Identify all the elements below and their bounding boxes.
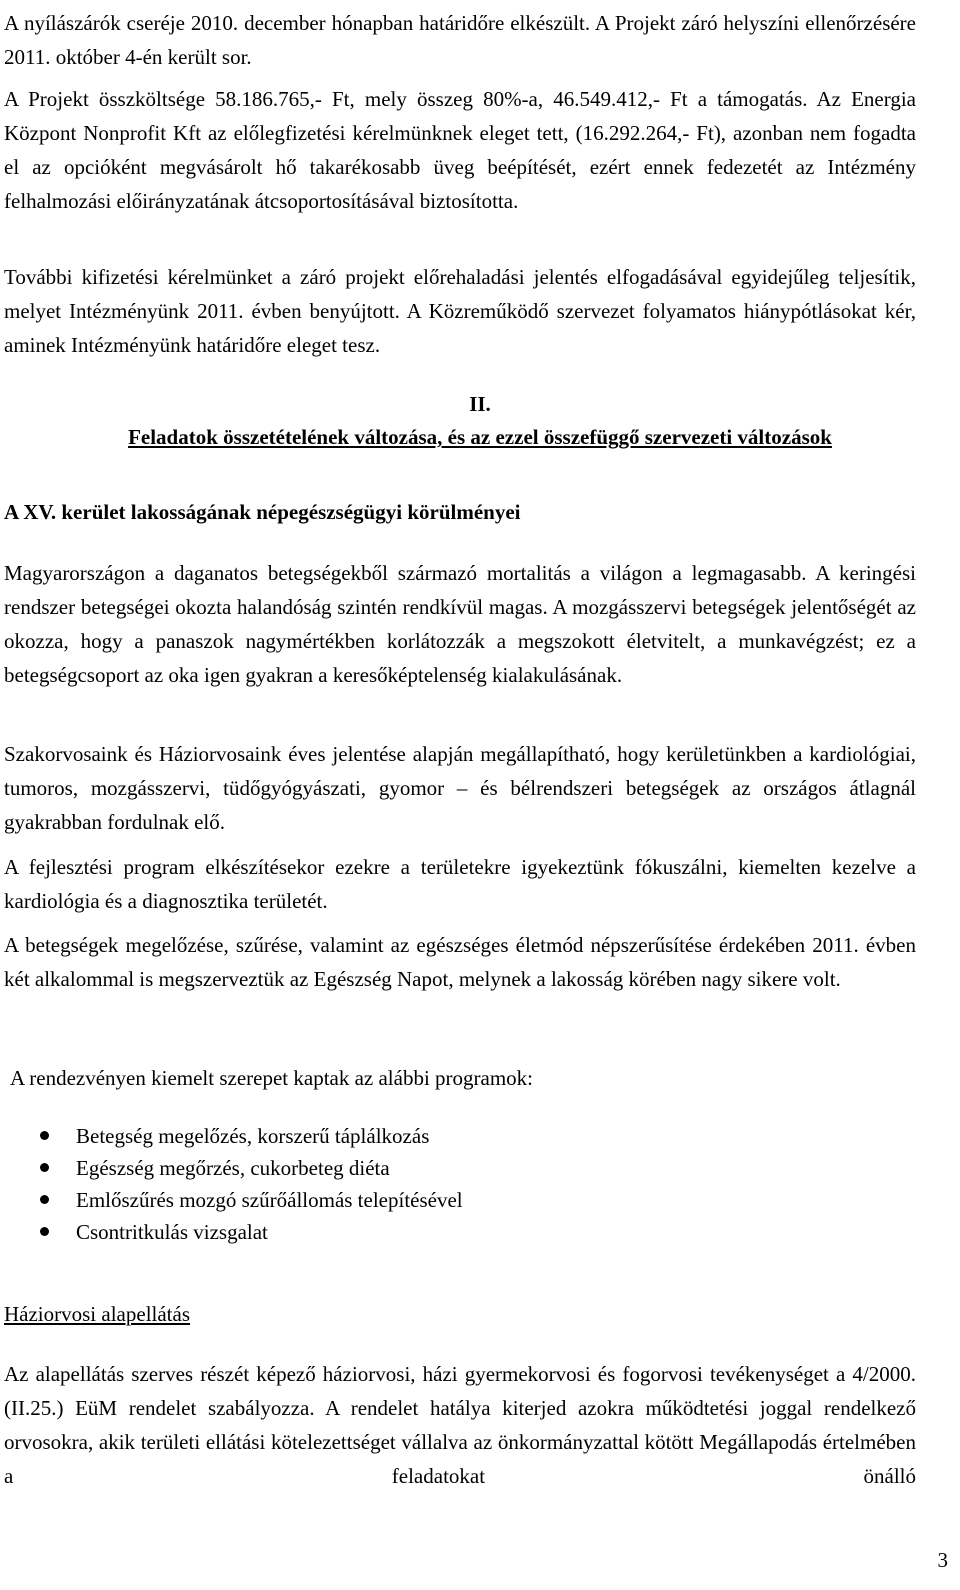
section-numeral: II.: [469, 392, 491, 416]
paragraph-health-day: A betegségek megelőzése, szűrése, valamint az egészséges életmód népszerűsítése érdekében 2011. évben két alkalommal is megszerveztük az Egészség Napot, melynek a lakosság körében nagy sikere volt.: [4, 933, 916, 991]
paragraph-payment-requests: További kifizetési kérelmünket a záró projekt előrehaladási jelentés elfogadásával egyidejűleg teljesítik, melyet Intézményünk 2011. évben benyújtott. A Közreműködő szervezet folyamatos hiánypótlásokat kér, aminek Intézményünk határidőre eleget tesz.: [4, 265, 916, 357]
paragraph-programs-intro: A rendezvényen kiemelt szerepet kaptak az alábbi programok:: [10, 1066, 534, 1090]
list-item: Betegség megelőzés, korszerű táplálkozás: [40, 1120, 900, 1152]
list-item: Egészség megőrzés, cukorbeteg diéta: [40, 1152, 900, 1184]
bullet-icon: [40, 1195, 49, 1204]
paragraph-project-cost: A Projekt összköltsége 58.186.765,- Ft, mely összeg 80%-a, 46.549.412,- Ft a támogatás. Az Energia Központ Nonprofit Kft az előlegfizetési kérelmünknek eleget tett, (16.292.264,- Ft), azonban nem fogadta el az opcióként megvásárolt hő takarékosabb üveg beépítését, ezért ennek fedezetét az Intézmény felhalmozási előirányzatának átcsoportosításával biztosította.: [4, 87, 916, 213]
bullet-icon: [40, 1163, 49, 1172]
list-item: Emlőszűrés mozgó szűrőállomás telepítésével: [40, 1184, 900, 1216]
bullet-icon: [40, 1227, 49, 1236]
gp-care-heading: Háziorvosi alapellátás: [4, 1302, 191, 1326]
paragraph-mortality: Magyarországon a daganatos betegségekből származó mortalitás a világon a legmagasabb. A keringési rendszer betegségei okozta halandóság szintén rendkívül magas. A mozgásszervi betegségek jelentőségét az okozza, hogy a panaszok nagymértékben korlátozzák a megszokott életvitelt, a munkavégzést; ez a betegségcsoport az oka igen gyakran a keresőképtelenség kialakulásának.: [4, 561, 916, 687]
paragraph-gp-care: Az alapellátás szerves részét képező háziorvosi, házi gyermekorvosi és fogorvosi tevékenységet a 4/2000. (II.25.) EüM rendelet szabályozza. A rendelet hatálya kiterjed azokra működtetési joggal rendelkező orvosokra, akik területi ellátási kötelezettséget vállalva az önkormányzattal kötött Megállapodás értelmében a feladatokat önálló: [4, 1362, 916, 1488]
programs-list: [40, 1120, 900, 1248]
public-health-heading: A XV. kerület lakosságának népegészségügyi körülményei: [4, 500, 521, 524]
list-item: Csontritkulás vizsgalat: [40, 1216, 900, 1248]
paragraph-development-focus: A fejlesztési program elkészítésekor ezekre a területekre igyekeztünk fókuszálni, kiemelten kezelve a kardiológia és a diagnosztika területét.: [4, 855, 916, 913]
section-title: Feladatok összetételének változása, és az ezzel összefüggő szervezeti változások: [128, 425, 832, 449]
paragraph-window-replacement: A nyílászárók cseréje 2010. december hónapban határidőre elkészült. A Projekt záró helyszíni ellenőrzésére 2011. október 4-én került sor.: [4, 11, 916, 69]
bullet-icon: [40, 1131, 49, 1140]
paragraph-specialist-reports: Szakorvosaink és Háziorvosaink éves jelentése alapján megállapítható, hogy kerületünkben a kardiológiai, tumoros, mozgásszervi, tüdőgyógyászati, gyomor – és bélrendszeri betegségek az országos átlagnál gyakrabban fordulnak elő.: [4, 742, 916, 834]
page-number: 3: [937, 1548, 948, 1572]
